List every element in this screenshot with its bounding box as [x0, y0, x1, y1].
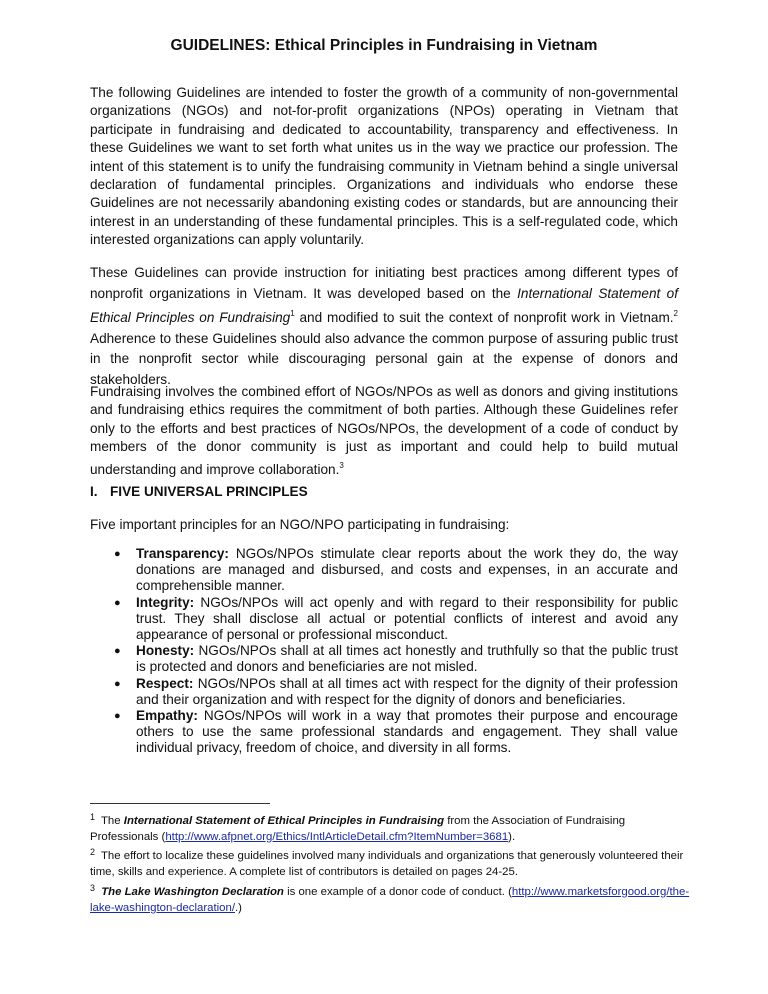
footnote-ref-2[interactable]: 2: [673, 309, 678, 318]
collaboration-paragraph-text: Fundraising involves the combined effort of NGOs/NPOs as well as donors and giving institutions and fundraising ethics requires the commitment of both parties. Although these Guidelines refer only to the efforts and best practices of NGOs/NPOs, the development of a code of conduct by members of the donor community is just as important and could help to build mutual understanding and improve collaboration.: [90, 384, 678, 477]
intro-paragraph-text: The following Guidelines are intended to foster the growth of a community of non-governmental organizations (NGOs) and not-for-profit organizations (NPOs) operating in Vietnam that participate in fundraising and dedicated to accountability, transparency and effectiveness. In these Guidelines we want to set forth what unites us in the way we practice our profession. The intent of this statement is to unify the fundraising community in Vietnam behind a single universal declaration of fundamental principles. Organizations and individuals who endorse these Guidelines are not necessarily abandoning existing codes or standards, but are announcing their interest in an understanding of these fundamental principles. This is a self-regulated code, which interested organizations can apply voluntarily.: [90, 85, 678, 248]
footnote-1: [90, 810, 690, 845]
afpnet-link[interactable]: http://www.afpnet.org/Ethics/IntlArticleDetail.cfm?ItemNumber=3681: [165, 830, 509, 843]
paragraph-text-middle: and modified to suit the context of nonprofit work in Vietnam.: [294, 310, 674, 325]
footnotes: [90, 810, 690, 916]
principle-item-respect: [90, 676, 678, 708]
footnote-marker: 2: [90, 847, 96, 858]
principle-term: Integrity:: [136, 594, 195, 610]
footnote-text: from the Association of Fundraising Professionals (: [90, 815, 626, 843]
principle-term: Transparency:: [136, 546, 229, 561]
footnote-ref-3[interactable]: 3: [339, 460, 344, 470]
footnote-separator: [90, 803, 270, 804]
intro-paragraph: [90, 84, 678, 250]
principle-text: NGOs/NPOs stimulate clear reports about the work they do, the way donations are managed and disbursed, and costs and expenses, in an accurate and comprehensible manner.: [136, 546, 678, 594]
principle-text: NGOs/NPOs will work in a way that promotes their purpose and encourage others to use the same professional standards and engagement. They shall value individual privacy, freedom of choice, and diversity in all forms.: [136, 708, 678, 756]
document-title: GUIDELINES: Ethical Principles in Fundraising in Vietnam: [170, 37, 598, 54]
footnote-marker: 1: [90, 812, 96, 822]
footnote-title: International Statement of Ethical Principles in Fundraising: [123, 815, 445, 827]
principle-term: Respect:: [136, 675, 194, 691]
bullet-icon: ●: [114, 596, 121, 609]
bullet-icon: ●: [114, 645, 121, 658]
footnote-suffix: .): [235, 901, 242, 914]
principles-list: [90, 546, 678, 757]
principle-term: Empathy:: [136, 708, 198, 724]
principle-item-integrity: [90, 595, 678, 644]
bullet-icon: ●: [114, 548, 121, 560]
statement-title-italic: International Statement of Ethical Principles on Fundraising: [90, 285, 679, 325]
principle-text: NGOs/NPOs will act openly and with regard to their responsibility for public trust. They shall disclose all actual or potential conflicts of interest and avoid any appearance of personal or professional misconduct.: [136, 594, 678, 643]
collaboration-paragraph: [90, 383, 678, 479]
footnote-3: [90, 881, 690, 916]
paragraph-text-before: These Guidelines can provide instruction for initiating best practices among different types of nonprofit organizations in Vietnam. It was developed based on the: [90, 265, 678, 301]
principle-text: NGOs/NPOs shall at all times act with respect for the dignity of their profession and their organization and with respect for the dignity of donors and beneficiaries.: [136, 675, 678, 707]
footnote-prefix: The: [98, 815, 124, 827]
footnote-ref-1[interactable]: 1: [290, 309, 295, 318]
section-heading: [90, 484, 308, 499]
bullet-icon: ●: [114, 710, 121, 723]
marketsforgood-link[interactable]: http://www.marketsforgood.org/the-lake-washington-declaration/: [90, 885, 690, 914]
footnote-suffix: ).: [508, 830, 516, 843]
principle-item-honesty: [90, 643, 678, 675]
principle-item-transparency: [90, 546, 678, 595]
footnote-text: is one example of a donor code of conduct. (: [283, 885, 512, 898]
footnote-text: The effort to localize these guidelines involved many individuals and organizations that generously volunteered their time, skills and experience. A complete list of contributors is detailed on pages 24-25.: [90, 850, 684, 879]
principles-intro: Five important principles for an NGO/NPO participating in fundraising:: [90, 517, 510, 532]
principle-term: Honesty:: [136, 643, 195, 659]
principle-text: NGOs/NPOs shall at all times act honestly and truthfully so that the public trust is protected and donors and beneficiaries are not misled.: [136, 643, 678, 675]
footnote-2: [90, 845, 690, 880]
principle-item-empathy: [90, 708, 678, 757]
section-title: FIVE UNIVERSAL PRINCIPLES: [110, 484, 308, 499]
footnote-marker: 3: [90, 882, 96, 893]
bullet-icon: ●: [114, 677, 121, 690]
footnote-title: The Lake Washington Declaration: [101, 885, 284, 898]
guidelines-basis-paragraph: [90, 263, 678, 390]
paragraph-text-after: Adherence to these Guidelines should also advance the common purpose of assuring public trust in the nonprofit sector while discouraging personal gain at the expense of donors and stakeholders.: [90, 330, 678, 387]
section-number: I.: [90, 484, 98, 499]
